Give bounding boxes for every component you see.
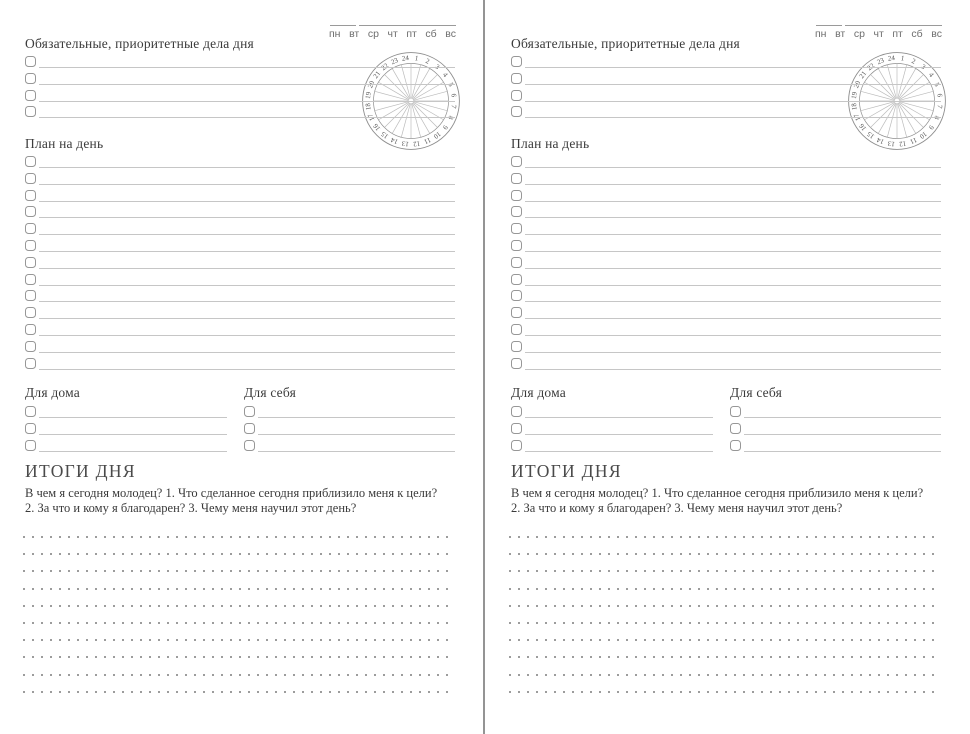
write-line xyxy=(39,341,455,353)
write-line xyxy=(744,423,941,435)
clock-hour-number: 16 xyxy=(857,121,869,133)
write-line xyxy=(525,240,941,252)
clock-hour-number: 23 xyxy=(389,56,400,67)
dotted-note-line xyxy=(509,622,941,624)
clock-hour-number: 22 xyxy=(865,61,877,73)
task-row xyxy=(25,190,455,207)
checkbox xyxy=(511,274,522,285)
task-row xyxy=(25,440,227,457)
weekday-label: сб xyxy=(911,28,923,40)
task-row xyxy=(25,173,455,190)
checkbox xyxy=(730,423,741,434)
write-line xyxy=(525,341,941,353)
checkbox xyxy=(25,274,36,285)
task-row xyxy=(730,406,941,423)
day-results-questions xyxy=(25,486,477,516)
checkbox xyxy=(25,290,36,301)
checkbox xyxy=(511,173,522,184)
task-row xyxy=(511,90,944,109)
task-row xyxy=(730,423,941,440)
write-line xyxy=(39,257,455,269)
checkbox xyxy=(730,406,741,417)
clock-hour-number: 15 xyxy=(379,129,391,141)
write-line xyxy=(39,90,458,102)
self-title: Для себя xyxy=(244,385,297,400)
write-line xyxy=(525,223,941,235)
write-line xyxy=(525,274,941,286)
plan-rows xyxy=(25,156,455,374)
write-line xyxy=(39,240,455,252)
checkbox xyxy=(25,358,36,369)
weekday-label: пн xyxy=(329,28,341,40)
results-question-line1: В чем я сегодня молодец? 1. Что сделанное сегодня приблизило меня к цели? xyxy=(511,486,924,500)
checkbox xyxy=(25,223,36,234)
checkbox xyxy=(25,240,36,251)
dotted-note-line xyxy=(509,536,941,538)
checkbox xyxy=(511,358,522,369)
checkbox xyxy=(511,106,522,117)
write-line xyxy=(39,307,455,319)
clock-hour-number: 23 xyxy=(875,56,886,67)
clock-hour-number: 11 xyxy=(908,135,919,146)
self-rows xyxy=(244,406,455,456)
task-row xyxy=(25,104,458,123)
plan-title: План на день xyxy=(511,136,590,151)
checkbox xyxy=(511,423,522,434)
task-row xyxy=(25,358,455,375)
task-row xyxy=(25,240,455,257)
weekday-label: вс xyxy=(445,28,456,40)
clock-hour-number: 13 xyxy=(401,139,410,149)
clock-hour-number: 10 xyxy=(431,129,443,141)
weekday-label: пт xyxy=(406,28,417,40)
checkbox xyxy=(511,240,522,251)
task-row xyxy=(511,307,941,324)
checkbox xyxy=(25,324,36,335)
home-rows xyxy=(25,406,227,456)
clock-hour-number: 7 xyxy=(935,104,944,109)
write-line xyxy=(525,156,941,168)
checkbox xyxy=(244,406,255,417)
task-row xyxy=(511,324,941,341)
dotted-note-line xyxy=(23,691,455,693)
weekday-row xyxy=(329,28,456,40)
clock-hour-number: 4 xyxy=(926,70,936,79)
home-title: Для дома xyxy=(511,385,566,400)
date-write-line-short xyxy=(330,25,356,26)
dotted-note-line xyxy=(23,674,455,676)
write-line xyxy=(39,358,455,370)
clock-hour-number: 3 xyxy=(433,62,442,72)
task-row xyxy=(25,406,227,423)
write-line xyxy=(39,190,455,202)
clock-hour-number: 5 xyxy=(446,81,456,88)
checkbox xyxy=(244,423,255,434)
checkbox xyxy=(25,90,36,101)
write-line xyxy=(39,290,455,302)
clock-hour-number: 14 xyxy=(875,135,886,146)
notes-dotted-area xyxy=(23,536,455,708)
checkbox xyxy=(511,307,522,318)
task-row xyxy=(244,440,455,457)
task-row xyxy=(25,90,458,109)
write-line xyxy=(39,406,227,418)
clock-hour-number: 9 xyxy=(926,123,936,132)
clock-hour-number: 6 xyxy=(935,93,944,98)
clock-hour-number: 17 xyxy=(852,112,863,123)
task-row xyxy=(511,341,941,358)
task-row xyxy=(244,423,455,440)
clock-hour-number: 3 xyxy=(919,62,928,72)
checkbox xyxy=(25,106,36,117)
dotted-note-line xyxy=(509,656,941,658)
write-line xyxy=(39,53,455,68)
task-row xyxy=(511,274,941,291)
dotted-note-line xyxy=(509,605,941,607)
write-line xyxy=(258,406,455,418)
checkbox xyxy=(730,440,741,451)
write-line xyxy=(39,324,455,336)
task-row xyxy=(511,406,713,423)
write-line xyxy=(525,70,941,85)
checkbox xyxy=(25,190,36,201)
task-row xyxy=(511,257,941,274)
checkbox xyxy=(25,56,36,67)
task-row xyxy=(25,324,455,341)
clock-hour-number: 20 xyxy=(366,79,377,90)
clock-hour-number: 14 xyxy=(389,135,400,146)
weekday-label: сб xyxy=(425,28,437,40)
write-line xyxy=(525,53,941,68)
checkbox xyxy=(25,156,36,167)
task-row xyxy=(25,156,455,173)
write-line xyxy=(525,257,941,269)
task-row xyxy=(730,440,941,457)
task-row xyxy=(25,274,455,291)
task-row xyxy=(244,406,455,423)
priorities-rows xyxy=(25,53,458,123)
clock-hour-number: 21 xyxy=(857,69,869,81)
day-results-title: ИТОГИ ДНЯ xyxy=(511,461,622,481)
dotted-note-line xyxy=(23,570,455,572)
task-row xyxy=(511,240,941,257)
checkbox xyxy=(25,406,36,417)
write-line xyxy=(258,423,455,435)
clock-hour-number: 9 xyxy=(440,123,450,132)
date-write-line-short xyxy=(816,25,842,26)
clock-hour-number: 16 xyxy=(371,121,383,133)
checkbox xyxy=(511,56,522,67)
priorities-title: Обязательные, приоритетные дела дня xyxy=(511,36,740,51)
dotted-note-line xyxy=(509,588,941,590)
dotted-note-line xyxy=(509,674,941,676)
write-line xyxy=(39,223,455,235)
home-title: Для дома xyxy=(25,385,80,400)
task-row xyxy=(511,156,941,173)
write-line xyxy=(525,307,941,319)
weekday-label: ср xyxy=(367,28,379,40)
checkbox xyxy=(511,257,522,268)
write-line xyxy=(525,358,941,370)
checkbox xyxy=(511,324,522,335)
write-line xyxy=(39,156,455,168)
weekday-label: чт xyxy=(873,28,884,40)
clock-hour-number: 21 xyxy=(371,69,383,81)
clock-hour-number: 1 xyxy=(900,54,905,63)
dotted-note-line xyxy=(509,691,941,693)
checkbox xyxy=(511,290,522,301)
write-line xyxy=(525,406,713,418)
checkbox xyxy=(511,156,522,167)
clock-hour-number: 24 xyxy=(887,53,896,63)
write-line xyxy=(39,274,455,286)
checkbox xyxy=(511,341,522,352)
checkbox xyxy=(511,206,522,217)
plan-title: План на день xyxy=(25,136,104,151)
clock-hour-number: 6 xyxy=(449,93,458,98)
write-line xyxy=(39,440,227,452)
clock-hour-number: 17 xyxy=(366,112,377,123)
write-line xyxy=(39,104,458,118)
write-line xyxy=(525,104,944,118)
home-rows xyxy=(511,406,713,456)
dotted-note-line xyxy=(23,588,455,590)
task-row xyxy=(511,104,944,123)
clock-hour-number: 4 xyxy=(440,70,450,79)
checkbox xyxy=(511,190,522,201)
write-line xyxy=(525,190,941,202)
date-write-line-long xyxy=(359,25,456,26)
results-question-line1: В чем я сегодня молодец? 1. Что сделанное сегодня приблизило меня к цели? xyxy=(25,486,438,500)
weekday-label: пт xyxy=(892,28,903,40)
dotted-note-line xyxy=(23,639,455,641)
clock-hour-number: 18 xyxy=(849,102,859,111)
task-row xyxy=(511,173,941,190)
checkbox xyxy=(511,440,522,451)
task-row xyxy=(25,53,455,73)
clock-hour-number: 19 xyxy=(849,91,859,100)
clock-hour-number: 12 xyxy=(898,139,907,149)
checkbox xyxy=(25,257,36,268)
write-line xyxy=(39,70,455,85)
task-row xyxy=(511,190,941,207)
checkbox xyxy=(25,440,36,451)
priorities-rows xyxy=(511,53,944,123)
self-title: Для себя xyxy=(730,385,783,400)
task-row xyxy=(511,70,941,90)
write-line xyxy=(744,406,941,418)
task-row xyxy=(511,358,941,375)
day-results-questions xyxy=(511,486,963,516)
write-line xyxy=(39,423,227,435)
clock-hour-number: 5 xyxy=(932,81,942,88)
clock-hour-number: 13 xyxy=(887,139,896,149)
task-row xyxy=(25,341,455,358)
clock-hour-number: 15 xyxy=(865,129,877,141)
clock-hour-number: 24 xyxy=(401,53,410,63)
results-question-line2: 2. За что и кому я благодарен? 3. Чему меня научил этот день? xyxy=(25,501,357,515)
task-row xyxy=(511,423,713,440)
clock-hour-number: 12 xyxy=(412,139,421,149)
clock-hour-number: 8 xyxy=(446,114,456,121)
clock-hour-number: 18 xyxy=(363,102,373,111)
weekday-row xyxy=(815,28,942,40)
task-row xyxy=(511,223,941,240)
weekday-label: ср xyxy=(853,28,865,40)
clock-hour-number: 11 xyxy=(422,135,433,146)
write-line xyxy=(39,173,455,185)
weekday-label: вт xyxy=(349,28,360,40)
task-row xyxy=(25,206,455,223)
dotted-note-line xyxy=(509,570,941,572)
dotted-note-line xyxy=(23,656,455,658)
task-row xyxy=(511,53,941,73)
checkbox xyxy=(25,173,36,184)
task-row xyxy=(511,440,713,457)
dotted-note-line xyxy=(23,622,455,624)
clock-hour-number: 2 xyxy=(424,56,431,66)
task-row xyxy=(511,206,941,223)
clock-hour-number: 22 xyxy=(379,61,391,73)
clock-hour-number: 2 xyxy=(910,56,917,66)
task-row xyxy=(25,307,455,324)
center-gutter-line xyxy=(483,0,485,734)
write-line xyxy=(525,90,944,102)
clock-hour-number: 19 xyxy=(363,91,373,100)
write-line xyxy=(525,324,941,336)
notes-dotted-area xyxy=(509,536,941,708)
checkbox xyxy=(244,440,255,451)
checkbox xyxy=(511,73,522,84)
write-line xyxy=(525,173,941,185)
results-question-line2: 2. За что и кому я благодарен? 3. Чему меня научил этот день? xyxy=(511,501,843,515)
dotted-note-line xyxy=(509,639,941,641)
dotted-note-line xyxy=(23,553,455,555)
checkbox xyxy=(511,223,522,234)
checkbox xyxy=(511,406,522,417)
task-row xyxy=(25,70,455,90)
dotted-note-line xyxy=(23,605,455,607)
clock-hour-number: 8 xyxy=(932,114,942,121)
weekday-label: пн xyxy=(815,28,827,40)
checkbox xyxy=(25,73,36,84)
plan-rows xyxy=(511,156,941,374)
task-row xyxy=(25,290,455,307)
write-line xyxy=(258,440,455,452)
task-row xyxy=(25,223,455,240)
checkbox xyxy=(25,206,36,217)
date-write-line-long xyxy=(845,25,942,26)
dotted-note-line xyxy=(23,536,455,538)
write-line xyxy=(525,440,713,452)
clock-hour-number: 7 xyxy=(449,104,458,109)
day-results-title: ИТОГИ ДНЯ xyxy=(25,461,136,481)
weekday-label: вт xyxy=(835,28,846,40)
planner-page-right xyxy=(486,0,970,734)
clock-hour-number: 20 xyxy=(852,79,863,90)
write-line xyxy=(744,440,941,452)
checkbox xyxy=(25,423,36,434)
write-line xyxy=(525,290,941,302)
weekday-label: чт xyxy=(387,28,398,40)
priorities-title: Обязательные, приоритетные дела дня xyxy=(25,36,254,51)
weekday-label: вс xyxy=(931,28,942,40)
task-row xyxy=(25,423,227,440)
task-row xyxy=(25,257,455,274)
write-line xyxy=(525,423,713,435)
checkbox xyxy=(25,341,36,352)
checkbox xyxy=(511,90,522,101)
clock-hour-number: 10 xyxy=(917,129,929,141)
checkbox xyxy=(25,307,36,318)
clock-hour-number: 1 xyxy=(414,54,419,63)
self-rows xyxy=(730,406,941,456)
dotted-note-line xyxy=(509,553,941,555)
write-line xyxy=(39,206,455,218)
write-line xyxy=(525,206,941,218)
task-row xyxy=(511,290,941,307)
